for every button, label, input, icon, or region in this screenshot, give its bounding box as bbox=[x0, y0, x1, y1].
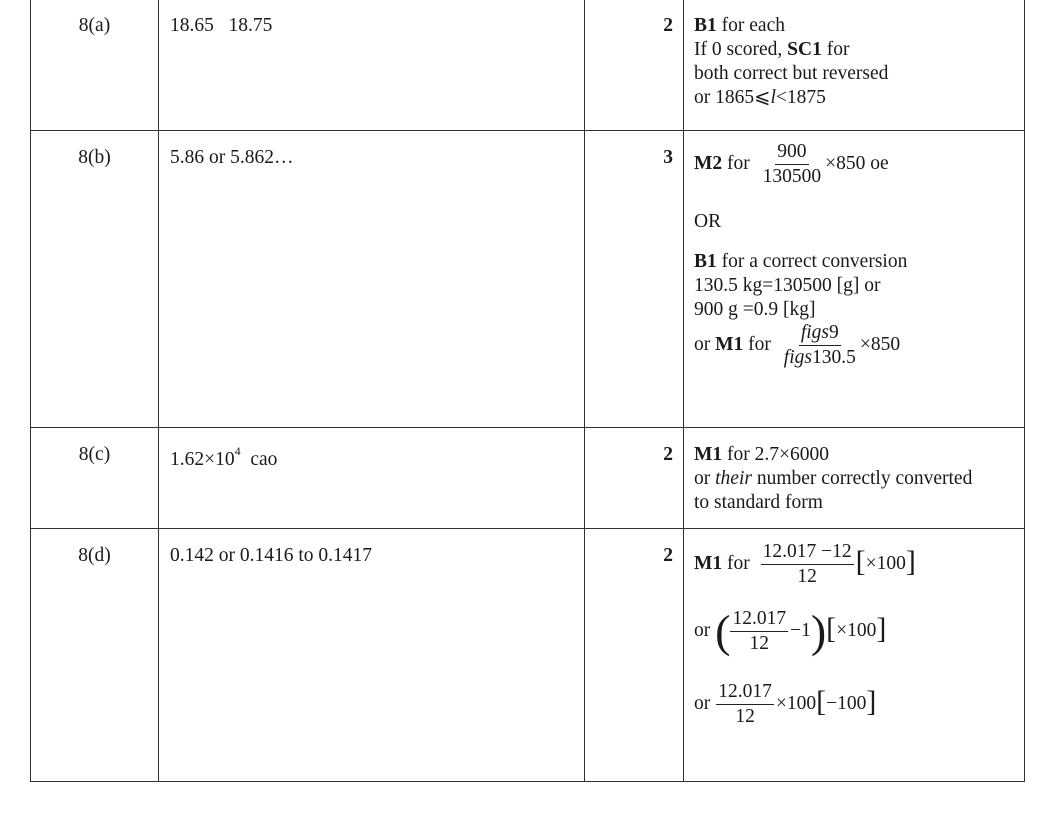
guidance-text: or bbox=[694, 619, 711, 641]
guidance-text: or bbox=[694, 333, 716, 355]
fraction-denominator: 12 bbox=[797, 566, 817, 587]
guidance-line: 900 g =0.9 [kg] bbox=[694, 299, 816, 320]
standard-form-base: 1.62×10 bbox=[170, 449, 235, 470]
answer-cell: 0.142 or 0.1416 to 0.1417 bbox=[159, 529, 585, 782]
guidance-line bbox=[694, 322, 1018, 369]
fraction bbox=[761, 141, 824, 188]
guidance-text: for bbox=[821, 39, 850, 60]
guidance-line bbox=[694, 141, 1018, 188]
guidance-line: both correct but reversed bbox=[694, 63, 889, 84]
mark-code: M1 bbox=[694, 552, 723, 574]
guidance-text: for bbox=[743, 333, 776, 355]
guidance-line: to standard form bbox=[694, 492, 823, 513]
question-number: 8(b) bbox=[31, 131, 159, 428]
guidance-cell bbox=[684, 0, 1025, 131]
guidance-line bbox=[694, 38, 1018, 62]
guidance-cell bbox=[684, 529, 1025, 782]
variable-l: l bbox=[770, 87, 776, 108]
fraction-numerator: 12.017 bbox=[730, 608, 788, 632]
question-number: 8(d) bbox=[31, 529, 159, 782]
fraction-denominator bbox=[782, 346, 858, 369]
fraction-numerator: 12.017 bbox=[716, 681, 774, 705]
question-number: 8(a) bbox=[31, 0, 159, 131]
fraction bbox=[782, 322, 858, 369]
guidance-line bbox=[694, 443, 1018, 467]
answer-upper-bound: 18.75 bbox=[228, 15, 273, 36]
guidance-text: for 2.7×6000 bbox=[722, 444, 830, 465]
fraction-denominator: 12 bbox=[749, 633, 770, 654]
answer-cell bbox=[159, 428, 585, 529]
guidance-text: <1875 bbox=[775, 87, 826, 108]
table-row bbox=[31, 428, 1025, 529]
marks-cell: 3 bbox=[585, 131, 684, 428]
mark-code: M2 bbox=[694, 152, 723, 174]
guidance-line bbox=[694, 14, 1018, 38]
guidance-text: or 1865 bbox=[694, 87, 755, 108]
marks-cell: 2 bbox=[585, 0, 684, 131]
answer-lower-bound: 18.65 bbox=[170, 15, 214, 36]
guidance-text: for a correct conversion bbox=[716, 251, 908, 272]
guidance-text: or bbox=[694, 692, 711, 714]
figs-value: 9 bbox=[829, 322, 839, 343]
guidance-line: or $\frac{12.017}{12}$ ×100[−100] bbox=[694, 681, 877, 727]
fraction bbox=[716, 681, 774, 728]
fraction-numerator bbox=[799, 322, 841, 346]
leq-symbol: ⩽ bbox=[754, 87, 771, 108]
guidance-cell bbox=[684, 428, 1025, 529]
marks-cell: 2 bbox=[585, 529, 684, 782]
mark-code: B1 bbox=[694, 251, 717, 272]
table-row bbox=[31, 529, 1025, 782]
guidance-line: 130.5 kg=130500 [g] or bbox=[694, 275, 881, 296]
figs-label: figs bbox=[783, 347, 812, 368]
guidance-text: for bbox=[722, 152, 755, 174]
question-number: 8(c) bbox=[31, 428, 159, 529]
guidance-text: If 0 scored, bbox=[694, 39, 788, 60]
table-row bbox=[31, 0, 1025, 131]
standard-form-exponent: 4 bbox=[234, 443, 241, 458]
fraction-numerator: 12.017 −12 bbox=[761, 541, 854, 565]
fraction-denominator: 12 bbox=[735, 706, 755, 727]
fraction bbox=[761, 541, 854, 588]
guidance-text: −1 bbox=[790, 619, 811, 641]
mark-code: B1 bbox=[694, 15, 717, 36]
guidance-text: −100 bbox=[826, 692, 867, 714]
fraction-denominator: 130500 bbox=[762, 166, 822, 187]
guidance-text: for bbox=[722, 552, 755, 574]
guidance-text: for each bbox=[716, 15, 785, 36]
mark-code: SC1 bbox=[787, 39, 822, 60]
guidance-text: number correctly converted bbox=[751, 468, 973, 489]
guidance-cell bbox=[684, 131, 1025, 428]
mark-scheme-table bbox=[30, 0, 1025, 782]
their-emphasis: their bbox=[715, 468, 752, 489]
guidance-line: or ( $\frac{12.017}{12}$ −1)[×100] bbox=[694, 605, 887, 657]
mark-code: M1 bbox=[715, 333, 744, 355]
fraction bbox=[730, 608, 788, 655]
mark-code: M1 bbox=[694, 444, 723, 465]
guidance-line: M1 for $\frac{12.017 -12}{12}$ [×100] bbox=[694, 541, 916, 587]
guidance-text: ×850 bbox=[859, 333, 901, 355]
figs-label: figs bbox=[800, 322, 830, 343]
guidance-line bbox=[694, 86, 1018, 110]
or-separator: OR bbox=[694, 211, 722, 232]
figs-value: 130.5 bbox=[811, 347, 856, 368]
guidance-line bbox=[694, 467, 1018, 491]
fraction-numerator: 900 bbox=[775, 141, 808, 165]
guidance-text: or bbox=[694, 468, 716, 489]
guidance-text: ×100 bbox=[865, 552, 906, 574]
marks-cell: 2 bbox=[585, 428, 684, 529]
table-row bbox=[31, 131, 1025, 428]
answer-cell bbox=[159, 0, 585, 131]
guidance-text: ×100 bbox=[836, 619, 877, 641]
guidance-line bbox=[694, 250, 1018, 274]
guidance-text: ×100 bbox=[775, 692, 817, 714]
cao-label: cao bbox=[250, 449, 278, 470]
guidance-text: ×850 oe bbox=[825, 152, 889, 174]
answer-cell: 5.86 or 5.862… bbox=[159, 131, 585, 428]
